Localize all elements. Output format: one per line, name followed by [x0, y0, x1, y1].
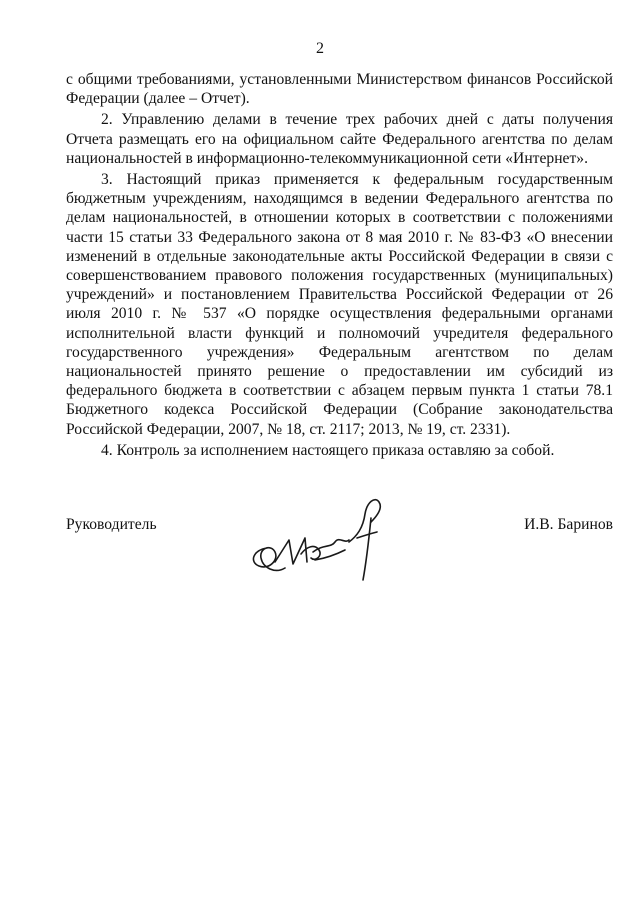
signer-title: Руководитель — [66, 516, 157, 533]
document-body — [66, 70, 613, 462]
page-number: 2 — [316, 40, 324, 57]
paragraph-continuation: с общими требованиями, установленными Министерством финансов Российской Федерации (далее – Отчет). — [66, 71, 613, 108]
paragraph-item-4: 4. Контроль за исполнением настоящего приказа оставляю за собой. — [101, 441, 555, 459]
handwritten-signature — [245, 488, 395, 592]
signature-block — [0, 514, 640, 604]
paragraph-item-3: 3. Настоящий приказ применяется к федеральным государственным бюджетным учреждениям, находящимся в ведении Федерального агентства по делам национальностей, в отношении которых в соответствии с положениями части 15 статьи 33 Федерального закона от 8 мая 2010 г. № 83-ФЗ «О внесении изменений в отдельные законодательные акты Российской Федерации в связи с совершенствованием правового положения государственных (муниципальных) учреждений» и постановлением Правительства Российской Федерации от 26 июля 2010 г. № 537 «О порядке осуществления федеральными органами исполнительной власти функций и полномочий учредителя федерального государственного учреждения» Федеральным агентством по делам национальностей принято решение о предоставлении им субсидий из федерального бюджета в соответствии с абзацем первым пункта 1 статьи 78.1 Бюджетного кодекса Российской Федерации (Собрание законодательства Российской Федерации, 2007, № 18, ст. 2117; 2013, № 19, ст. 2331). — [66, 171, 613, 438]
paragraph-item-2: 2. Управлению делами в течение трех рабочих дней с даты получения Отчета размещать его на официальном сайте Федерального агентства по делам национальностей в информационно-телекоммуникационной сети «Интернет». — [66, 111, 613, 167]
signer-name: И.В. Баринов — [524, 516, 613, 533]
